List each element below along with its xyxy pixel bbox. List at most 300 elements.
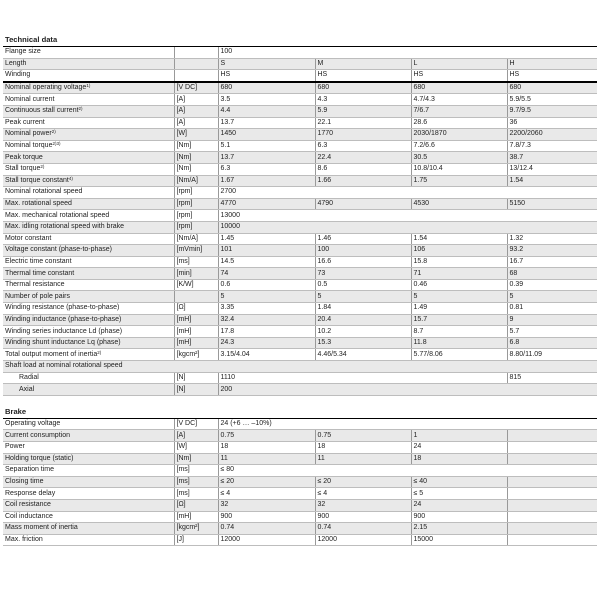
value-cell: 16.7 [507,256,597,268]
empty-cell [507,511,597,523]
value-cell: 900 [315,511,411,523]
value-cell: 11.8 [411,337,507,349]
row-unit [174,361,218,373]
value-cell: 24 [411,442,507,454]
row-unit: [Ω] [174,303,218,315]
value-cell: 106 [411,245,507,257]
row-unit: [N] [174,372,218,384]
table-row [3,303,597,315]
row-label [3,442,174,454]
row-label [3,523,174,535]
row-label-text: Winding shunt inductance Lq (phase) [5,339,121,347]
row-label [3,337,174,349]
row-label [3,198,174,210]
table-row [3,163,597,175]
table-row [3,523,597,535]
value-cell: 15.8 [411,256,507,268]
table-row [3,384,597,396]
table-row [3,476,597,488]
row-label [3,430,174,442]
row-label [3,129,174,141]
row-label [3,221,174,233]
table-row [3,105,597,117]
value-cell: 6.8 [507,337,597,349]
row-label-text: Operating voltage [5,420,61,428]
value-cell: 815 [507,372,597,384]
value-cell: ≤ 20 [315,476,411,488]
row-unit: [rpm] [174,187,218,199]
value-cell: 4790 [315,198,411,210]
value-cell: 1.66 [315,175,411,187]
row-label-text: Winding [5,71,31,79]
value-cell: 900 [411,511,507,523]
value-cell: 1.75 [411,175,507,187]
table-row [3,465,597,477]
empty-cell [507,430,597,442]
empty-cell [507,523,597,535]
empty-cell [218,361,597,373]
value-cell: 5 [507,291,597,303]
value-cell: 15.3 [315,337,411,349]
row-unit: [mH] [174,337,218,349]
value-cell: 15000 [411,534,507,546]
value-cell: 8.7 [411,326,507,338]
row-unit: [kgcm²] [174,349,218,361]
value-cell: 6.3 [218,163,315,175]
row-label-text: Coil inductance [5,512,53,520]
datasheet [3,34,597,546]
value-cell: 5.1 [218,140,315,152]
value-cell: 14.5 [218,256,315,268]
value-cell: 4.4 [218,105,315,117]
value-cell: 7/6.7 [411,105,507,117]
row-label [3,163,174,175]
value-cell: 18 [218,442,315,454]
value-cell: L [411,58,507,70]
row-label [3,82,174,94]
value-cell: 900 [218,511,315,523]
row-unit: [A] [174,105,218,117]
row-unit [174,70,218,82]
value-cell: 1.32 [507,233,597,245]
value-cell: ≤ 80 [218,465,597,477]
value-cell: 11 [315,453,411,465]
row-label-text: Winding series inductance Ld (phase) [5,327,123,335]
value-cell: 5 [411,291,507,303]
value-cell: 71 [411,268,507,280]
table-row [3,419,597,430]
table-row [3,279,597,291]
row-unit: [rpm] [174,210,218,222]
value-cell: 5.77/8.06 [411,349,507,361]
value-cell: 18 [315,442,411,454]
row-unit: [Nm] [174,140,218,152]
row-unit: [A] [174,94,218,106]
empty-cell [507,499,597,511]
row-label [3,47,174,58]
brake-data-table [3,419,597,547]
table-row [3,233,597,245]
row-label-text: Nominal current [5,95,55,103]
value-cell: 0.5 [315,279,411,291]
row-label-text: Max. rotational speed [5,200,72,208]
table-row [3,337,597,349]
value-cell: 32 [218,499,315,511]
value-cell: 11 [218,453,315,465]
row-label-text: Max. idling rotational speed with brake [5,223,125,231]
table-row [3,314,597,326]
table-row [3,326,597,338]
value-cell: 4.7/4.3 [411,94,507,106]
value-cell: 8.6 [315,163,411,175]
table-row [3,534,597,546]
value-cell: 93.2 [507,245,597,257]
footnote-marker: 1) [86,83,91,89]
value-cell: 13000 [218,210,597,222]
row-unit: [A] [174,430,218,442]
row-label [3,256,174,268]
row-label-text: Winding resistance (phase-to-phase) [5,304,120,312]
row-unit: [Nm/A] [174,175,218,187]
value-cell: 4.3 [315,94,411,106]
value-cell: 0.46 [411,279,507,291]
row-label-text: Nominal operating voltage [5,84,87,92]
value-cell: 73 [315,268,411,280]
row-label [3,152,174,164]
value-cell: H [507,58,597,70]
row-unit: [Ω] [174,499,218,511]
row-label-text: Nominal power [5,130,52,138]
table-row [3,152,597,164]
empty-cell [507,534,597,546]
row-unit: [mH] [174,314,218,326]
row-label-text: Length [5,59,27,67]
value-cell: 12000 [218,534,315,546]
value-cell: 24 (+6 … –10%) [218,419,597,430]
row-unit: [mH] [174,511,218,523]
row-label [3,384,174,396]
row-label-text: Stall torque [5,165,41,173]
value-cell: 5 [218,291,315,303]
value-cell: 680 [507,82,597,94]
value-cell: 101 [218,245,315,257]
value-cell: 10.8/10.4 [411,163,507,175]
row-unit: [Nm/A] [174,233,218,245]
empty-cell [507,488,597,500]
row-label-text: Holding torque (static) [5,454,74,462]
value-cell: M [315,58,411,70]
value-cell: 0.74 [315,523,411,535]
row-label [3,349,174,361]
row-label-text: Nominal torque [5,142,53,150]
value-cell: 4.46/5.34 [315,349,411,361]
row-label [3,453,174,465]
table-row [3,82,597,94]
table-row [3,210,597,222]
value-cell: 0.74 [218,523,315,535]
table-row [3,361,597,373]
value-cell: 1450 [218,129,315,141]
value-cell: 10.2 [315,326,411,338]
value-cell: 6.3 [315,140,411,152]
table-row [3,349,597,361]
row-unit: [kgcm²] [174,523,218,535]
table-row [3,117,597,129]
footnote-marker: 4) [68,175,73,181]
table-row [3,245,597,257]
row-label-text: Axial [19,385,35,393]
value-cell: 0.6 [218,279,315,291]
value-cell: 680 [315,82,411,94]
value-cell: 68 [507,268,597,280]
table-row [3,140,597,152]
row-label [3,465,174,477]
row-label-text: Electric time constant [5,257,72,265]
table-row [3,198,597,210]
value-cell: 28.6 [411,117,507,129]
row-label-text: Peak current [5,118,45,126]
row-unit: [ms] [174,465,218,477]
value-cell: ≤ 4 [218,488,315,500]
row-label [3,105,174,117]
row-unit: [ms] [174,256,218,268]
value-cell: S [218,58,315,70]
row-label [3,140,174,152]
value-cell: 15.7 [411,314,507,326]
value-cell: 32 [315,499,411,511]
empty-cell [507,442,597,454]
row-label-text: Max. mechanical rotational speed [5,211,110,219]
row-label [3,511,174,523]
value-cell: 9 [507,314,597,326]
row-unit: [mH] [174,326,218,338]
value-cell: 1.45 [218,233,315,245]
value-cell: 22.4 [315,152,411,164]
row-label-text: Motor constant [5,234,52,242]
value-cell: 8.80/11.09 [507,349,597,361]
brake-title: Brake [3,406,597,419]
row-label-text: Winding inductance (phase-to-phase) [5,315,122,323]
row-label-text: Thermal time constant [5,269,75,277]
value-cell: 17.8 [218,326,315,338]
value-cell: 36 [507,117,597,129]
value-cell: 24.3 [218,337,315,349]
row-unit [174,291,218,303]
table-row [3,453,597,465]
row-label [3,534,174,546]
row-unit: [Nm] [174,152,218,164]
value-cell: 5.9/5.5 [507,94,597,106]
value-cell: 9.7/9.5 [507,105,597,117]
value-cell: 32.4 [218,314,315,326]
value-cell: 0.75 [218,430,315,442]
table-row [3,291,597,303]
table-row [3,129,597,141]
row-unit: [A] [174,117,218,129]
row-label-text: Flange size [5,48,41,56]
value-cell: 1 [411,430,507,442]
row-unit: [J] [174,534,218,546]
value-cell: 22.1 [315,117,411,129]
empty-cell [507,453,597,465]
table-row [3,499,597,511]
row-label-text: Thermal resistance [5,281,65,289]
table-row [3,511,597,523]
value-cell: ≤ 4 [315,488,411,500]
value-cell: 7.8/7.3 [507,140,597,152]
row-label-text: Continuous stall current [5,107,79,115]
value-cell: 5150 [507,198,597,210]
footnote-marker: 2) [78,106,83,112]
value-cell: HS [218,70,315,82]
value-cell: HS [507,70,597,82]
row-unit: [min] [174,268,218,280]
row-unit: [mVmin] [174,245,218,257]
table-row [3,268,597,280]
footnote-marker: 2) [40,164,45,170]
row-label [3,117,174,129]
value-cell: 200 [218,384,597,396]
value-cell: 38.7 [507,152,597,164]
value-cell: 2030/1870 [411,129,507,141]
row-unit: [V DC] [174,419,218,430]
value-cell: 1.54 [507,175,597,187]
row-label-text: Shaft load at nominal rotational speed [5,362,123,370]
value-cell: 0.75 [315,430,411,442]
row-label [3,279,174,291]
technical-data-table [3,47,597,396]
row-label-text: Nominal rotational speed [5,188,83,196]
row-unit: [K/W] [174,279,218,291]
table-row [3,58,597,70]
table-row [3,430,597,442]
row-unit: [V DC] [174,82,218,94]
value-cell: 1.49 [411,303,507,315]
value-cell: 13/12.4 [507,163,597,175]
value-cell: HS [411,70,507,82]
value-cell: 13.7 [218,152,315,164]
value-cell: 1.46 [315,233,411,245]
table-row [3,70,597,82]
value-cell: 18 [411,453,507,465]
value-cell: 5.9 [315,105,411,117]
row-label-text: Response delay [5,489,56,497]
value-cell: 5.7 [507,326,597,338]
row-label-text: Coil resistance [5,501,51,509]
table-row [3,47,597,58]
value-cell: ≤ 5 [411,488,507,500]
value-cell: 10000 [218,221,597,233]
row-unit [174,58,218,70]
table-row [3,221,597,233]
row-unit: [Nm] [174,163,218,175]
row-label [3,210,174,222]
value-cell: 2.15 [411,523,507,535]
row-label [3,187,174,199]
value-cell: 4770 [218,198,315,210]
row-label-text: Max. friction [5,536,43,544]
row-label [3,268,174,280]
row-unit: [N] [174,384,218,396]
empty-cell [507,476,597,488]
value-cell: 5 [315,291,411,303]
footnote-marker: 2) [51,129,56,135]
row-label-text: Current consumption [5,431,70,439]
value-cell: 1.54 [411,233,507,245]
row-unit: [ms] [174,488,218,500]
row-label [3,476,174,488]
row-label [3,488,174,500]
value-cell: 2700 [218,187,597,199]
row-unit: [Nm] [174,453,218,465]
value-cell: 3.15/4.04 [218,349,315,361]
row-label [3,361,174,373]
row-label-text: Separation time [5,466,55,474]
value-cell: 0.81 [507,303,597,315]
row-label [3,372,174,384]
table-row [3,372,597,384]
row-label-text: Closing time [5,478,44,486]
footnote-marker: 2) [97,349,102,355]
row-unit [174,47,218,58]
table-row [3,94,597,106]
row-label-text: Voltage constant (phase-to-phase) [5,246,113,254]
value-cell: 24 [411,499,507,511]
row-label-text: Number of pole pairs [5,292,70,300]
row-label-text: Peak torque [5,153,43,161]
row-label [3,58,174,70]
value-cell: 100 [315,245,411,257]
value-cell: ≤ 20 [218,476,315,488]
row-label-text: Stall torque constant [5,176,69,184]
row-unit: [W] [174,442,218,454]
row-label [3,245,174,257]
row-label [3,499,174,511]
value-cell: 1110 [218,372,507,384]
table-row [3,175,597,187]
row-label [3,314,174,326]
row-label [3,175,174,187]
value-cell: 1.84 [315,303,411,315]
row-label [3,233,174,245]
value-cell: 13.7 [218,117,315,129]
row-label-text: Power [5,443,25,451]
table-row [3,187,597,199]
value-cell: 20.4 [315,314,411,326]
row-label [3,291,174,303]
row-unit: [rpm] [174,221,218,233]
footnote-marker: 2)3) [52,141,61,147]
row-label [3,94,174,106]
value-cell: 3.35 [218,303,315,315]
value-cell: 12000 [315,534,411,546]
row-unit: [W] [174,129,218,141]
table-row [3,488,597,500]
value-cell: 680 [411,82,507,94]
row-label-text: Total output moment of inertia [5,350,98,358]
row-label [3,326,174,338]
row-label [3,419,174,430]
row-label-text: Mass moment of inertia [5,524,78,532]
value-cell: ≤ 40 [411,476,507,488]
value-cell: 680 [218,82,315,94]
table-row [3,442,597,454]
row-label [3,70,174,82]
value-cell: 0.39 [507,279,597,291]
value-cell: 16.6 [315,256,411,268]
value-cell: 74 [218,268,315,280]
table-row [3,256,597,268]
